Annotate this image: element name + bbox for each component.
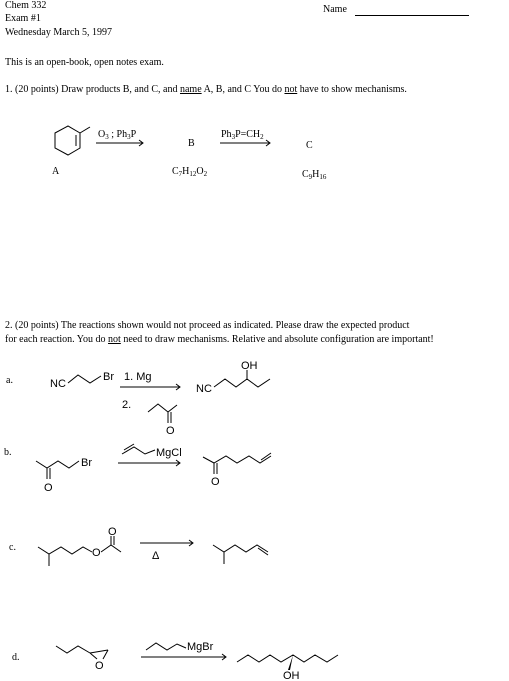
product-a-chain [214,379,270,387]
product-d-nonanol [237,655,338,670]
arrow-2c [140,540,193,546]
reactant-d-oxygen: O [95,660,104,672]
reactant-c-ester-oxygen: O [92,547,101,559]
label-b: B [188,138,195,149]
reactant-c-carbonyl-oxygen: O [108,526,117,538]
question-2-text-line2: for each reaction. You do not need to draw mechanisms. Relative and absolute configuration are important! [5,334,434,345]
reactant-a-bromide: Br [103,371,114,383]
propanal-reagent [148,404,177,423]
reagent-ozonolysis: $O_3$ ; $Ph_3P$ [98,129,137,141]
label-2a: a. [6,375,13,386]
product-b-oxygen: O [211,476,220,488]
exam-number: Exam #1 [5,13,41,24]
label-a: A [52,166,60,177]
reactant-b-oxygen: O [44,482,53,494]
arrow-2d [141,654,226,660]
reactant-c-ester [38,536,121,566]
step-a-mg: 1. Mg [124,371,152,383]
arrow-2b [118,460,180,466]
product-c-alkene [213,545,268,564]
reagent-b-mgcl: MgCl [156,447,182,459]
product-b-heptenone [203,453,271,474]
label-2b: b. [4,447,12,458]
product-a-hydroxyl: OH [241,360,258,372]
allyl-grignard-reagent [122,444,155,454]
label-c: C [306,140,313,151]
name-label: Name [323,4,347,15]
course-title: Chem 332 [5,0,47,11]
label-2c: c. [9,542,16,553]
exam-date: Wednesday March 5, 1997 [5,27,112,38]
reagent-wittig: $Ph_3P=CH_2$ [221,129,264,141]
reactant-a-chain [68,375,101,383]
question-2-text-line1: 2. (20 points) The reactions shown would not proceed as indicated. Please draw the expected product [5,320,410,331]
question-1-text: 1. (20 points) Draw products B, and C, and name A, B, and C You do not have to show mechanisms. [5,84,407,95]
product-d-hydroxyl: OH [283,670,300,681]
arrow-q1-step1 [96,140,143,146]
propanal-oxygen: O [166,425,175,437]
exam-instructions: This is an open-book, open notes exam. [5,57,164,68]
formula-b: $C_7H_{12}O_2$ [172,166,208,178]
reactant-d-epoxide [56,646,108,659]
reactant-b-bromide: Br [81,457,92,469]
reactant-b-bromobutanone [36,461,79,479]
reagent-d-mgbr: MgBr [187,641,214,653]
molecule-a-methylcyclohexene [55,126,90,155]
arrow-2a [120,384,180,390]
step-a-2: 2. [122,399,132,411]
reactant-a-nitrile: NC [50,378,66,390]
formula-c: $C_9H_{16}$ [302,169,327,181]
butyl-grignard-reagent [146,643,186,650]
label-2d: d. [12,652,20,663]
heat-symbol: Δ [152,550,160,562]
product-a-nitrile: NC [196,383,212,395]
